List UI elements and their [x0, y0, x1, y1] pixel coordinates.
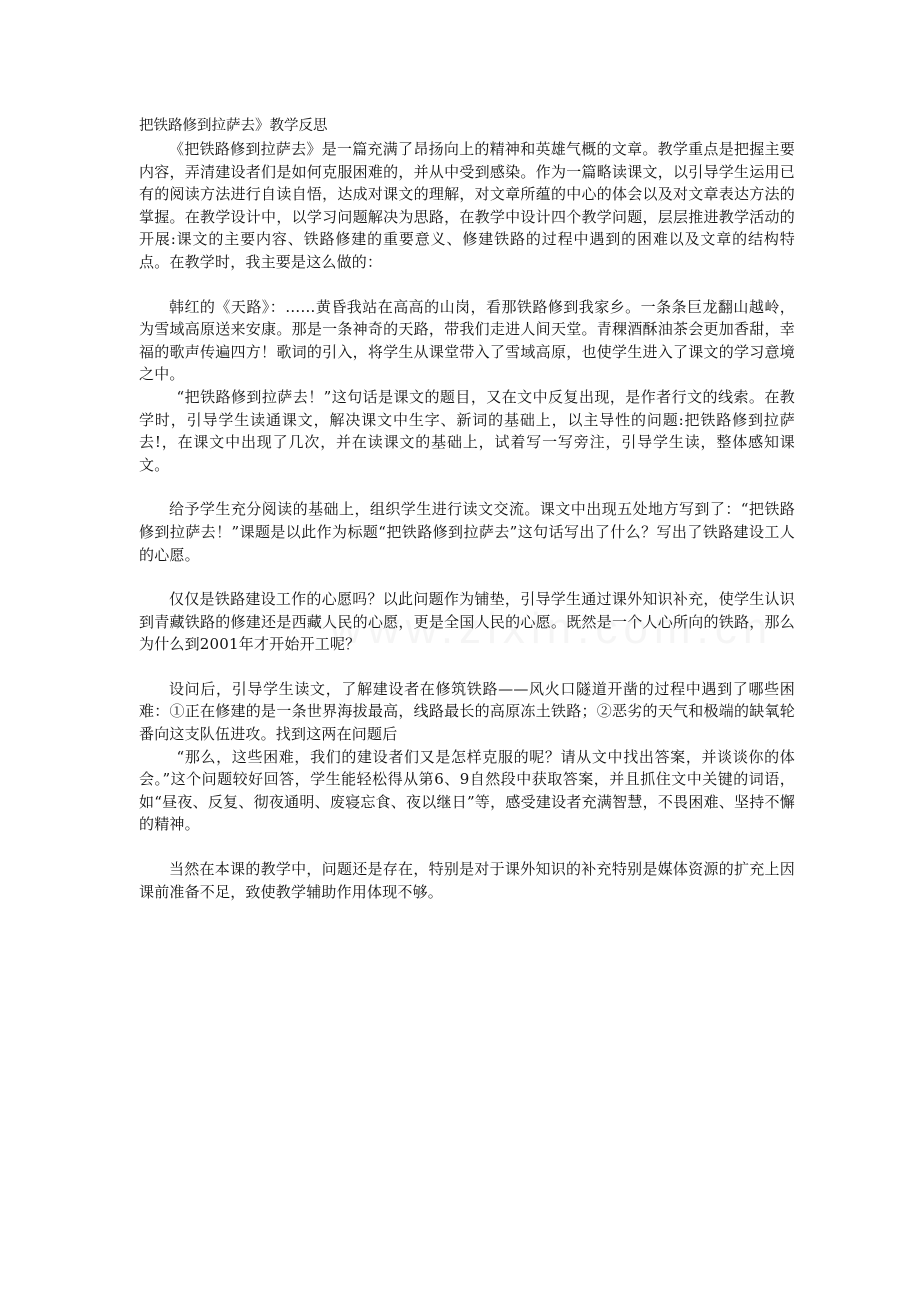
- paragraph-overcome: “那么，这些困难，我们的建设者们又是怎样克服的呢？请从文中找出答案，并谈谈你的体会。”这个问题较好回答，学生能轻松得从第6、9自然段中获取答案，并且抓住文中关键的词语，如“昼夜、反复、彻夜通明、废寝忘食、夜以继日”等，感受建设者充满智慧，不畏困难、坚持不懈的精神。: [139, 747, 795, 834]
- paragraph-gap: [139, 476, 795, 498]
- document-body: [139, 116, 795, 903]
- paragraph-title-question: “把铁路修到拉萨去！”这句话是课文的题目，又在文中反复出现，是作者行文的线索。在教学时，引导学生读通课文，解决课文中生字、新词的基础上，以主导性的问题:把铁路修到拉萨去!，在课文中出现了几次，并在读课文的基础上，试着写一写旁注，引导学生读，整体感知课文。: [139, 387, 795, 474]
- paragraph-song: 韩红的《天路》：……黄昏我站在高高的山岗，看那铁路修到我家乡。一条条巨龙翻山越岭，为雪域高原送来安康。那是一条神奇的天路，带我们走进人间天堂。青稞酒酥油茶会更加香甜，幸福的歌声传遍四方！歌词的引入，将学生从课堂带入了雪域高原，也使学生进入了课文的学习意境之中。: [139, 297, 795, 384]
- paragraph-gap: [139, 656, 795, 678]
- paragraph-gap: [139, 566, 795, 588]
- paragraph-gap: [139, 836, 795, 858]
- paragraph-reading-exchange: 给予学生充分阅读的基础上，组织学生进行读文交流。课文中出现五处地方写到了：“把铁路修到拉萨去！”课题是以此作为标题“把铁路修到拉萨去”这句话写出了什么？写出了铁路建设工人的心愿。: [139, 500, 795, 564]
- paragraph-gap: [139, 274, 795, 296]
- paragraph-difficulties: 设问后，引导学生读文，了解建设者在修筑铁路——风火口隧道开凿的过程中遇到了哪些困难：①正在修建的是一条世界海拔最高，线路最长的高原冻土铁路；②恶劣的天气和极端的缺氧轮番向这支队伍进攻。找到这两在问题后: [139, 679, 795, 744]
- paragraph-wish: 仅仅是铁路建设工作的心愿吗？以此问题作为铺垫，引导学生通过课外知识补充，使学生认识到青藏铁路的修建还是西藏人民的心愿，更是全国人民的心愿。既然是一个人心所向的铁路，那么为什么到2001年才开始开工呢？: [139, 590, 795, 654]
- paragraph-reflection: 当然在本课的教学中，问题还是存在，特别是对于课外知识的补充特别是媒体资源的扩充上因课前准备不足，致使教学辅助作用体现不够。: [139, 860, 795, 901]
- paragraph-intro: 《把铁路修到拉萨去》是一篇充满了昂扬向上的精神和英雄气概的文章。教学重点是把握主要内容，弄清建设者们是如何克服困难的，并从中受到感染。作为一篇略读课文，以引导学生运用已有的阅读方法进行自读自悟，达成对课文的理解，对文章所蕴的中心的体会以及对文章表达方法的掌握。在教学设计中，以学习问题解决为思路，在教学中设计四个教学问题，层层推进教学活动的开展:课文的主要内容、铁路修建的重要意义、修建铁路的过程中遇到的困难以及文章的结构特点。在教学时，我主要是这么做的：: [139, 140, 795, 271]
- document-title: 把铁路修到拉萨去》教学反思: [139, 118, 328, 134]
